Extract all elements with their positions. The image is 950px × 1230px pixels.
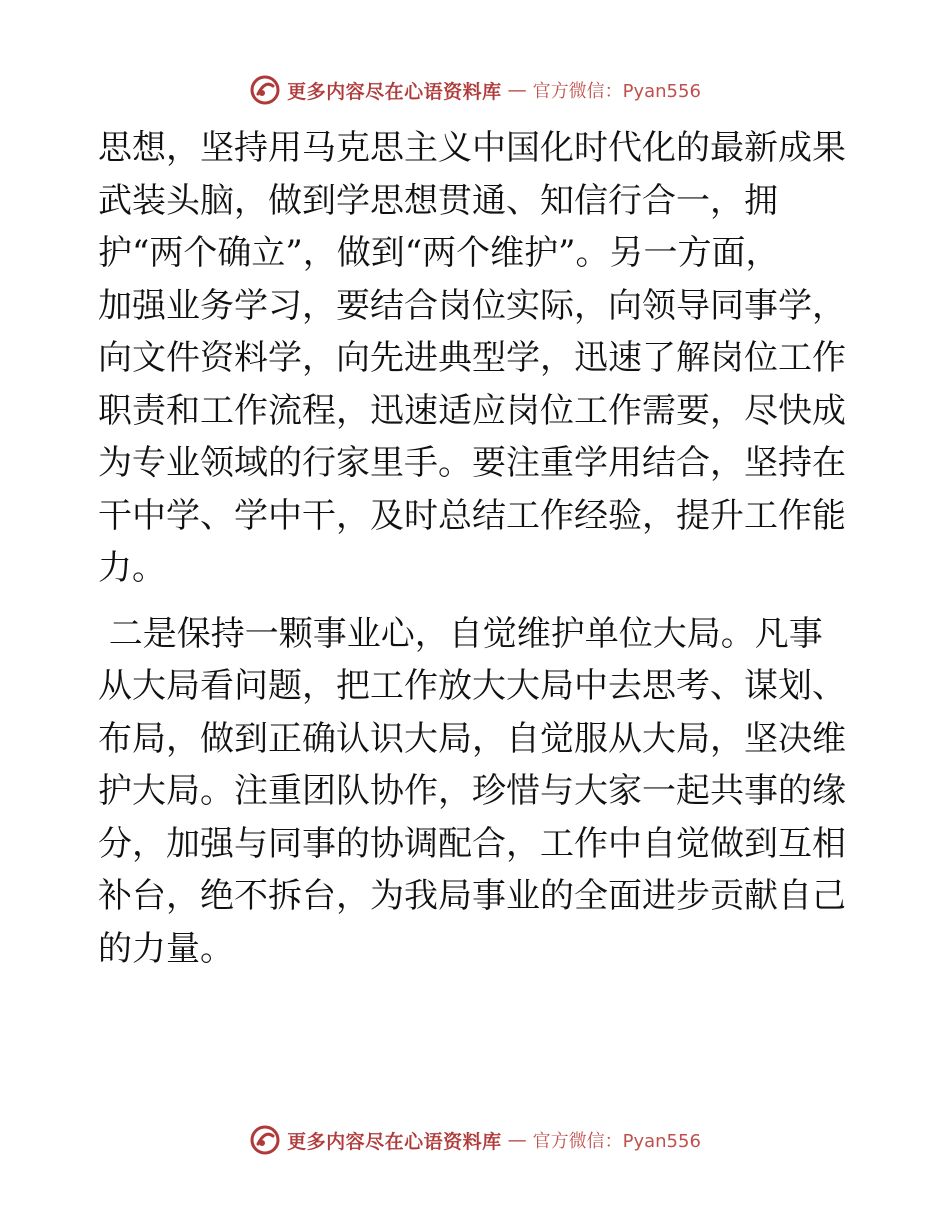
document-body (98, 122, 858, 975)
text-line: 的力量。 (98, 928, 234, 969)
logo-icon (249, 1124, 281, 1156)
text-line: 向文件资料学，向先进典型学，迅速了解岗位工作 (98, 338, 846, 378)
watermark-separator: — (507, 79, 527, 101)
paragraph-2 (98, 608, 858, 976)
text-line: 从大局看问题，把工作放大大局中去思考、谋划、 (98, 666, 846, 706)
watermark-contact: 官方微信：Pyan556 (532, 1131, 701, 1152)
text-line: 职责和工作流程，迅速适应岗位工作需要，尽快成 (98, 390, 846, 431)
text-line: 武装头脑，做到学思想贯通、知信行合一，拥 (98, 180, 778, 221)
text-line: 分，加强与同事的协调配合，工作中自觉做到互相 (98, 823, 846, 864)
text-line: 护大局。注重团队协作，珍惜与大家一起共事的缘 (98, 771, 846, 811)
text-line: 力。 (98, 548, 166, 588)
watermark-text: 更多内容尽在心语资料库 (287, 1130, 502, 1153)
text-line: 补台，绝不拆台，为我局事业的全面进步贡献自己 (98, 876, 846, 916)
paragraph-1 (98, 122, 858, 595)
watermark-text: 更多内容尽在心语资料库 (287, 80, 502, 103)
text-line: 护“两个确立”，做到“两个维护”。另一方面， (98, 233, 780, 273)
text-line: 为专业领域的行家里手。要注重学用结合，坚持在 (98, 443, 846, 483)
watermark-separator: — (507, 1129, 527, 1151)
text-line: 布局，做到正确认识大局，自觉服从大局，坚决维 (98, 718, 846, 759)
header-watermark (0, 70, 950, 110)
watermark-contact: 官方微信：Pyan556 (532, 81, 701, 102)
paragraph-gap (98, 595, 858, 608)
text-line: 干中学、学中干，及时总结工作经验，提升工作能 (98, 495, 846, 536)
logo-icon (249, 74, 281, 106)
text-line: 加强业务学习，要结合岗位实际，向领导同事学， (98, 285, 846, 326)
text-line: 思想，坚持用马克思主义中国化时代化的最新成果 (98, 128, 846, 168)
text-line: 二是保持一颗事业心，自觉维护单位大局。凡事 (98, 613, 823, 654)
footer-watermark (0, 1120, 950, 1160)
